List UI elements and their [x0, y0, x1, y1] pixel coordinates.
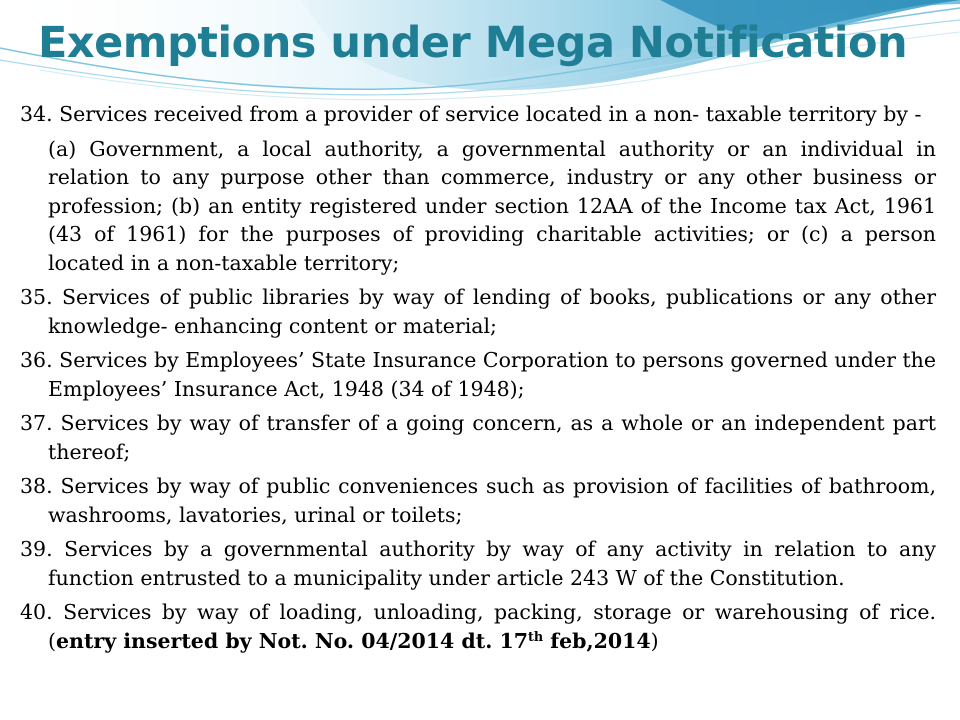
- list-item-34-subitems: (a) Government, a local authority, a governmental authority or an individual in relation to any purpose other than commerce, industry or any other business or profession; (b) an entity registered under section 12AA of the Income tax Act, 1961 (43 of 1961) for the purposes of providing charitable activities; or (c) a person located in a non-taxable territory;: [48, 136, 936, 275]
- list-item-38: 38. Services by way of public conveniences such as provision of facilities of bathroom, washrooms, lavatories, urinal or toilets;: [20, 474, 936, 527]
- amendment-note: entry inserted by Not. No. 04/2014 dt. 17: [56, 628, 529, 653]
- list-item-35: 35. Services of public libraries by way of lending of books, publications or any other knowledge- enhancing content or material;: [20, 285, 936, 338]
- list-item-37: 37. Services by way of transfer of a going concern, as a whole or an independent part thereof;: [20, 411, 936, 464]
- slide-body: [20, 100, 936, 661]
- list-item-40-text: 40. Services by way of loading, unloading, packing, storage or warehousing of rice.: [20, 600, 936, 624]
- list-item-39: 39. Services by a governmental authority by way of any activity in relation to any function entrusted to a municipality under article 243 W of the Constitution.: [20, 537, 936, 590]
- list-item-34: 34. Services received from a provider of service located in a non- taxable territory by -: [20, 102, 922, 126]
- list-item-40: [20, 598, 936, 655]
- ordinal-suffix: th: [528, 628, 544, 644]
- list-item-36: 36. Services by Employees’ State Insurance Corporation to persons governed under the Employees’ Insurance Act, 1948 (34 of 1948);: [20, 348, 936, 401]
- amendment-note-end: feb,2014: [543, 628, 651, 653]
- note-close: ): [650, 628, 659, 653]
- note-open: (: [48, 628, 56, 653]
- slide-title: Exemptions under Mega Notification: [38, 18, 908, 68]
